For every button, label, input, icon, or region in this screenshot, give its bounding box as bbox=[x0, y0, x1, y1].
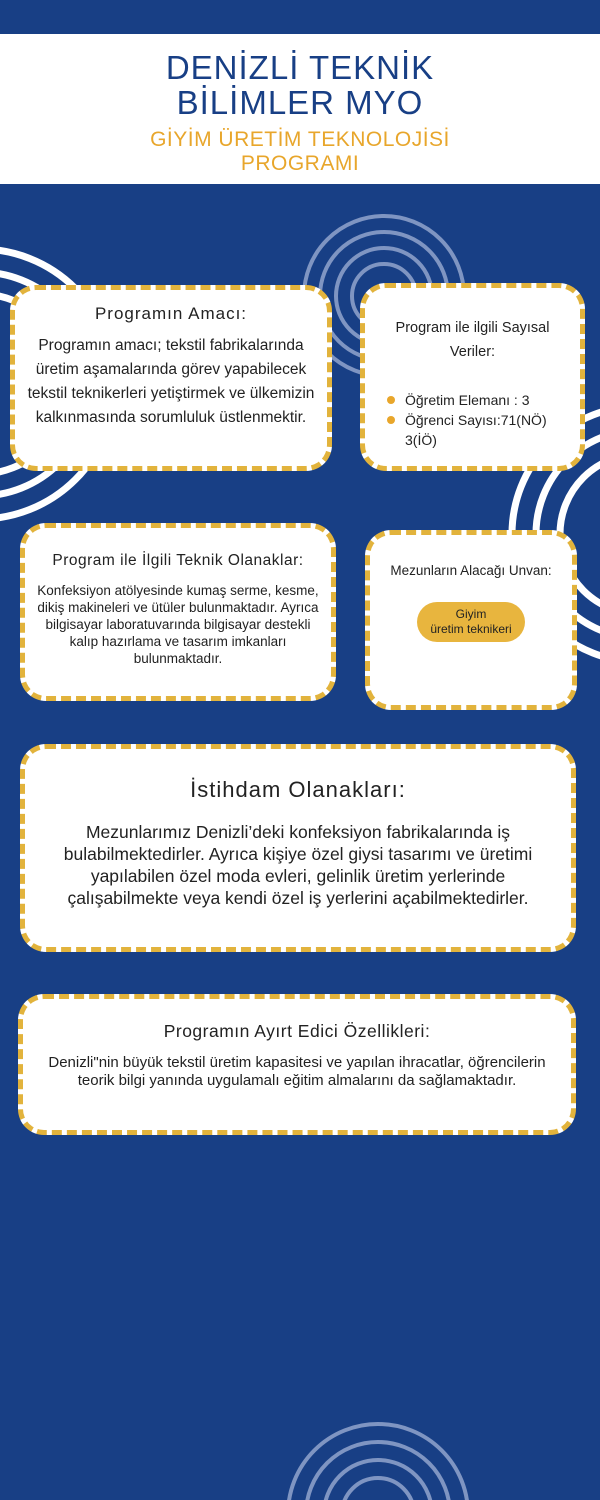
bullet-icon bbox=[387, 416, 395, 424]
facilities-card bbox=[20, 523, 336, 701]
page-title bbox=[0, 50, 600, 120]
badge-line-2: üretim teknikeri bbox=[430, 622, 512, 636]
badge-line-1: Giyim bbox=[455, 607, 487, 621]
graduate-title-card bbox=[365, 530, 577, 710]
title-line-2: BİLİMLER MYO bbox=[176, 84, 424, 121]
graduate-title-badge bbox=[417, 602, 525, 642]
subtitle-line-1: GİYİM ÜRETİM TEKNOLOJİSİ bbox=[150, 128, 450, 151]
top-strip bbox=[0, 0, 600, 34]
page-subtitle bbox=[0, 128, 600, 176]
stats-card bbox=[360, 283, 585, 471]
subtitle-line-2: PROGRAMI bbox=[240, 152, 360, 175]
title-line-1: DENİZLİ TEKNİK bbox=[165, 49, 435, 86]
stat-students: Öğrenci Sayısı:71(NÖ) 3(İÖ) bbox=[405, 412, 547, 448]
graduate-title-heading: Mezunların Alacağı Unvan: bbox=[390, 563, 552, 578]
stat-staff: Öğretim Elemanı : 3 bbox=[405, 392, 530, 408]
facilities-heading: Program ile İlgili Teknik Olanaklar: bbox=[52, 552, 304, 569]
stats-heading: Program ile ilgili Sayısal Veriler: bbox=[395, 320, 550, 360]
list-item bbox=[387, 390, 572, 410]
bottom-circles-icon bbox=[288, 1424, 468, 1500]
purpose-text: Programın amacı; tekstil fabrikalarında üretim aşamalarında görev yapabilecek tekstil teknikerleri yetiştirmek ve ülkemizin kalkınmasında sorumluluk üstlenmektir. bbox=[27, 337, 315, 426]
bullet-icon bbox=[387, 396, 395, 404]
features-heading: Programın Ayırt Edici Özellikleri: bbox=[163, 1021, 431, 1041]
employment-card bbox=[20, 744, 576, 952]
employment-text: Mezunlarımız Denizli’deki konfeksiyon fabrikalarında iş bulabilmektedirler. Ayrıca kişiye özel giysi tasarımı ve üretimi yapılabilen özel moda evleri, gelinlik üretim yerlerinde çalışabilmekte veya kendi özel iş yerlerini açabilmektedirler. bbox=[63, 822, 533, 908]
purpose-heading: Programın Amacı: bbox=[94, 304, 248, 323]
purpose-card bbox=[10, 285, 332, 471]
employment-heading: İstihdam Olanakları: bbox=[190, 777, 406, 802]
header bbox=[0, 34, 600, 184]
features-card bbox=[18, 994, 576, 1135]
list-item bbox=[387, 410, 572, 450]
facilities-text: Konfeksiyon atölyesinde kumaş serme, kesme, dikiş makineleri ve ütüler bulunmaktadır. Ayrıca bilgisayar laboratuvarında bilgisayar destekli kalıp hazırlama ve tasarım imkanları bulunmaktadır. bbox=[37, 583, 319, 666]
stats-list bbox=[373, 390, 572, 450]
features-text: Denizli"nin büyük tekstil üretim kapasitesi ve yapılan ihracatlar, öğrencilerin teorik bilgi yanında uygulamalı eğitim almalarını da sağlamaktadır. bbox=[48, 1054, 546, 1089]
